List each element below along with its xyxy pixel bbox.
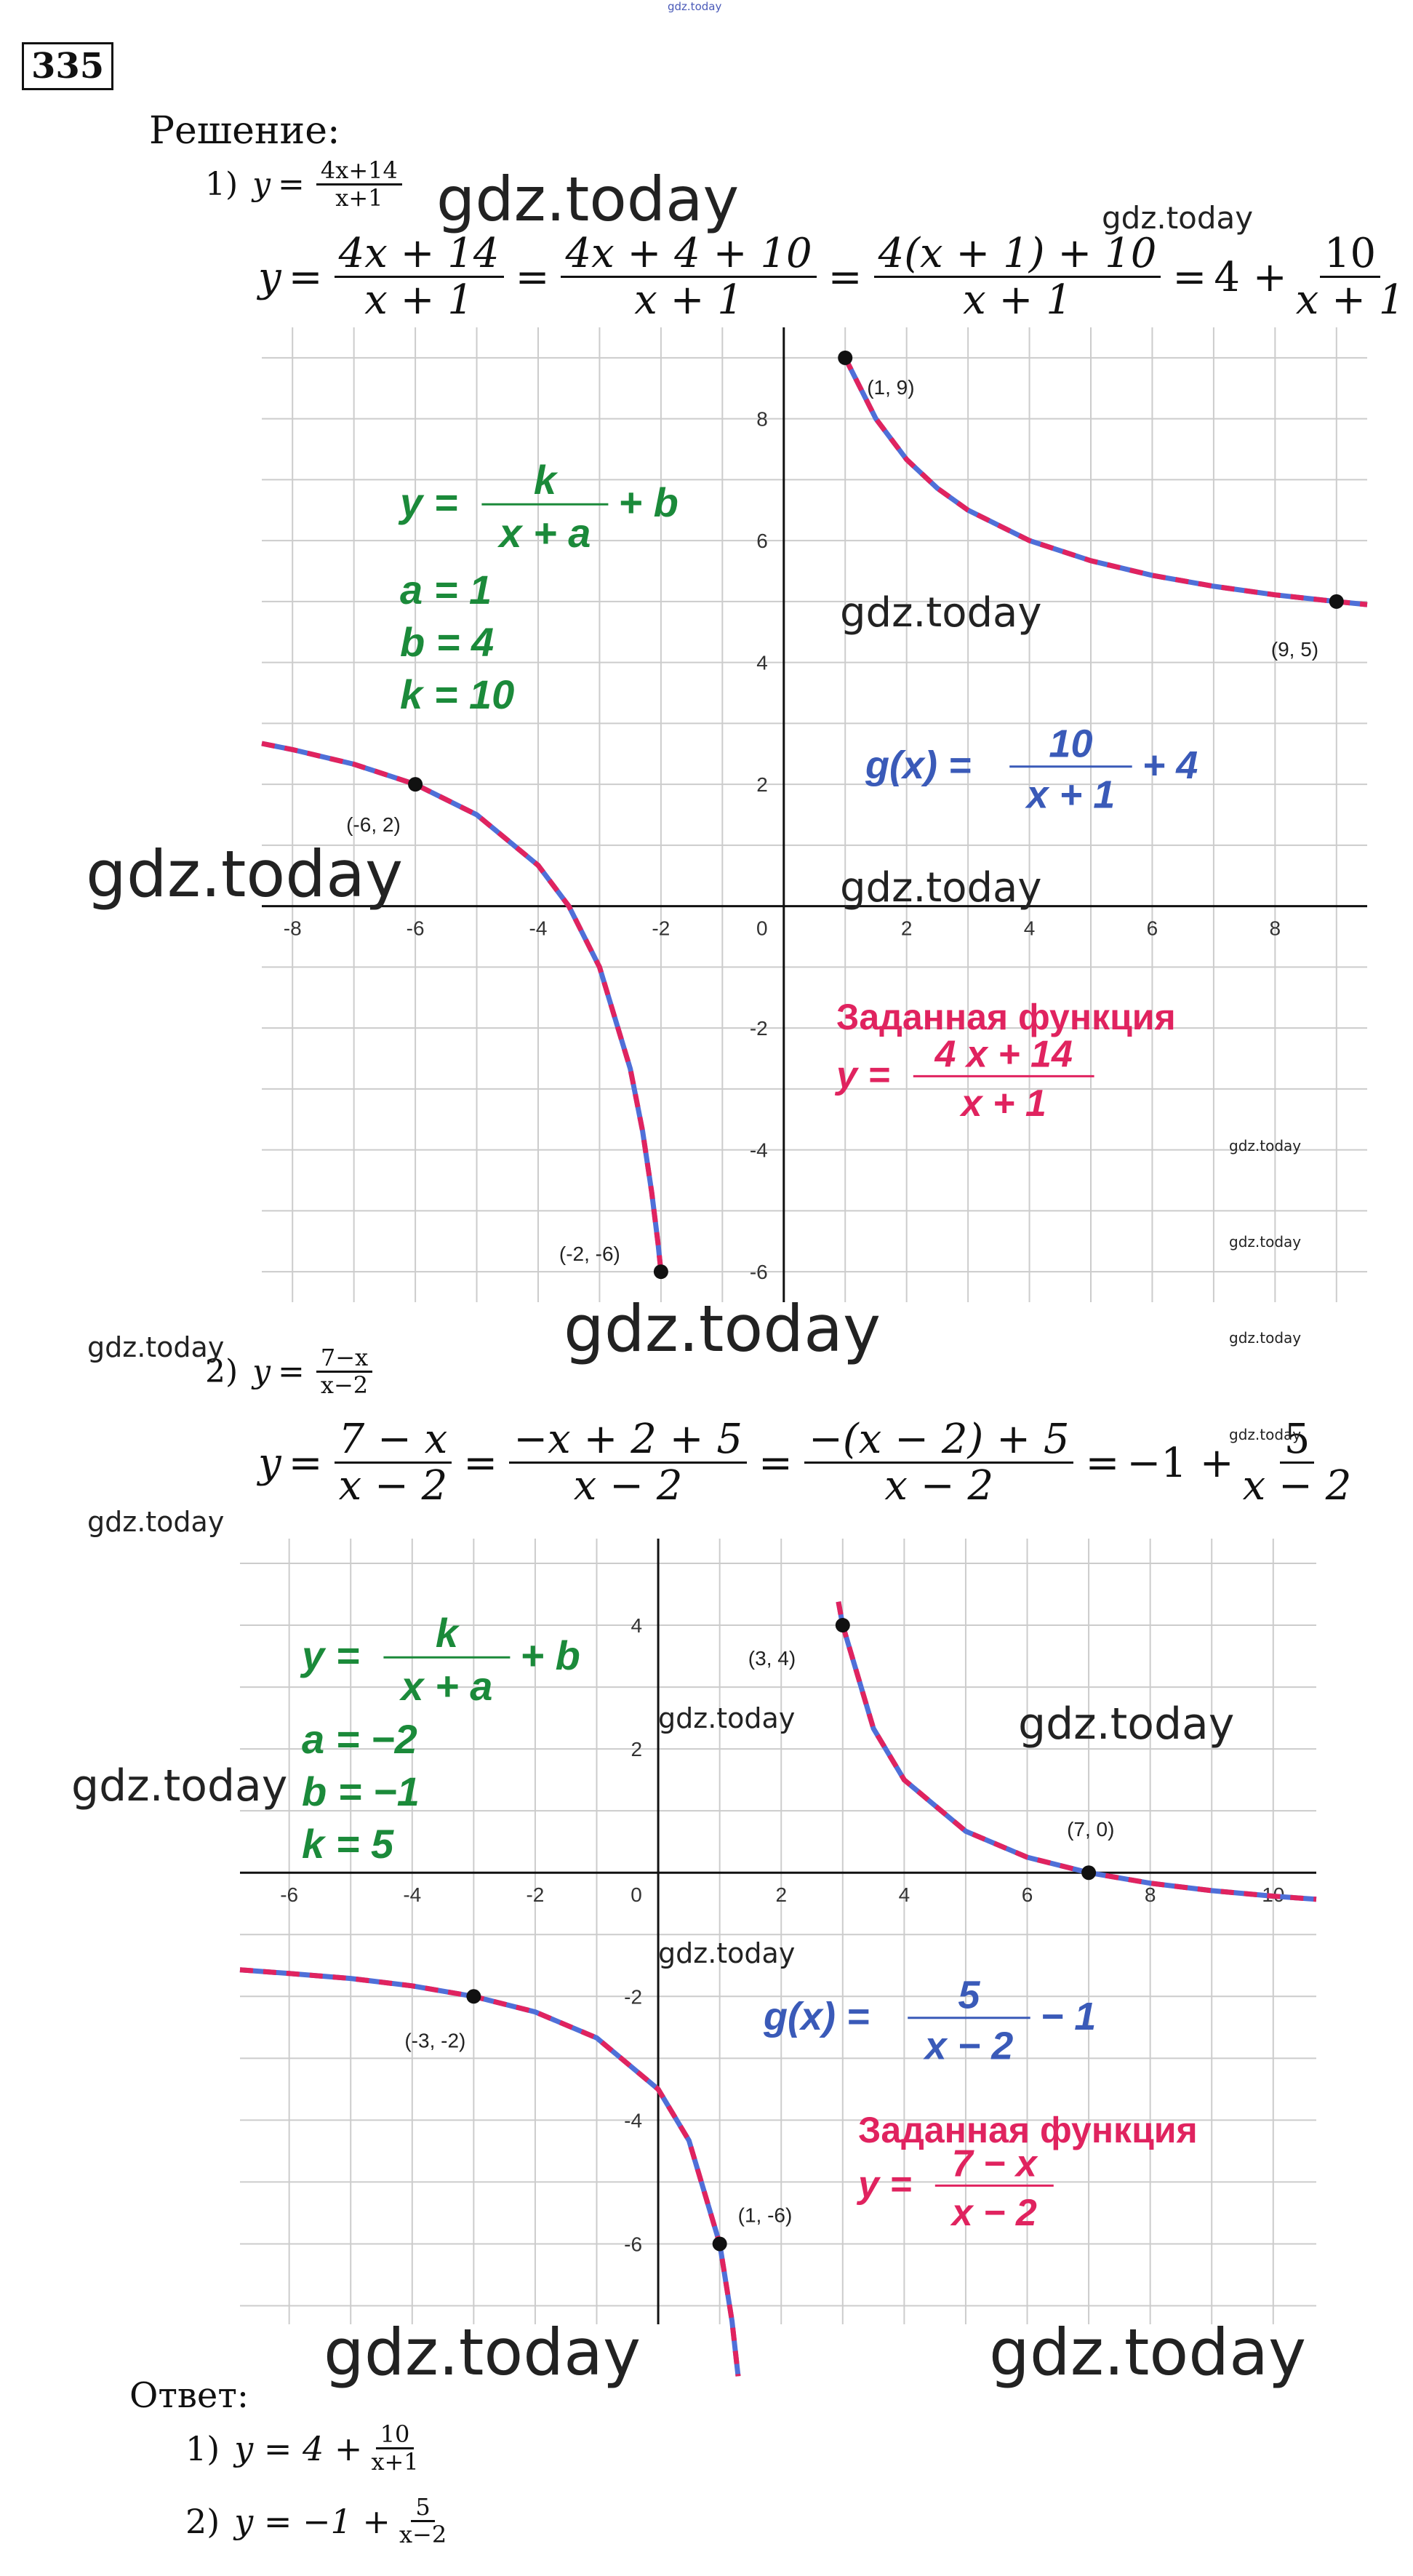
general-formula-num: k — [435, 1610, 458, 1656]
general-formula-tail: + b — [520, 1632, 580, 1678]
y-tick-label: 4 — [631, 1614, 643, 1638]
curve-branch-base — [262, 743, 661, 1272]
g-formula — [865, 722, 1198, 816]
param-label: b = −1 — [302, 1768, 420, 1814]
curve-branch-overlay — [262, 743, 661, 1272]
y-tick-label: 2 — [756, 773, 768, 797]
part2-step2-den: x − 2 — [573, 1462, 683, 1510]
data-point — [836, 1618, 850, 1632]
g-formula-den: x + 1 — [1026, 773, 1116, 817]
chart-1 — [262, 327, 1367, 1302]
y-tick-label: -6 — [624, 2233, 643, 2256]
general-formula-num: k — [533, 457, 556, 503]
param-label: k = 10 — [400, 671, 515, 717]
part1-given-den: x+1 — [335, 183, 383, 212]
part1-final-num: 10 — [1320, 233, 1380, 278]
x-tick-label: -6 — [280, 1883, 299, 1907]
part1-step2-den: x + 1 — [634, 276, 743, 324]
watermark: gdz.today — [989, 2315, 1307, 2390]
part2-step3-den: x − 2 — [884, 1462, 994, 1510]
part2-final-lead: −1 + — [1126, 1440, 1234, 1488]
part2-step1-den: x − 2 — [338, 1462, 448, 1510]
watermark: gdz.today — [1229, 1426, 1302, 1443]
given-formula-num: 4 x + 14 — [934, 1033, 1073, 1076]
solution-label: Решение: — [149, 109, 340, 153]
watermark: gdz.today — [1229, 1137, 1302, 1155]
part1-final-den: x + 1 — [1295, 276, 1405, 324]
y-tick-label: -6 — [749, 1261, 768, 1284]
answer-2-den: x−2 — [399, 2520, 447, 2548]
answer-1-num: 10 — [376, 2423, 415, 2449]
part1-step3-num: 4(x + 1) + 10 — [874, 233, 1161, 278]
x-tick-label: 0 — [756, 917, 768, 940]
given-formula-num: 7 − x — [951, 2142, 1037, 2185]
part2-final-den: x − 2 — [1242, 1462, 1352, 1510]
point-label: (1, 9) — [867, 375, 915, 399]
x-tick-label: 0 — [631, 1883, 642, 1907]
point-label: (3, 4) — [748, 1647, 796, 1670]
general-formula-tail: + b — [618, 479, 679, 525]
part2-given: 2) y = $\frac{7-x}{x-2}$ — [205, 1346, 377, 1398]
g-formula-den: x − 2 — [924, 2024, 1014, 2068]
part2-steps: y = $\frac{7 - x}{x - 2}$ = $\frac{-x + 2 + 5}{x - 2}$ = $\frac{-(x - 2) + 5}{x - 2}$ = −1 + $\frac{5}{x - 2}$ — [258, 1419, 1360, 1508]
answer-line-1 — [185, 2420, 428, 2476]
general-formula-lhs: y = — [302, 1632, 360, 1678]
part2-given-num: 7−x — [316, 1346, 372, 1373]
watermark: gdz.today — [87, 1506, 225, 1538]
top-watermark: gdz.today — [668, 0, 722, 13]
x-tick-label: -2 — [526, 1883, 545, 1907]
data-point — [838, 351, 852, 365]
part1-given: 1) y = $\frac{4x+14}{x+1}$ — [205, 159, 407, 211]
data-point — [654, 1264, 668, 1279]
data-point — [1081, 1865, 1096, 1880]
part1-final-lead: 4 + — [1214, 254, 1287, 302]
watermark: gdz.today — [658, 1702, 796, 1734]
part1-step1-den: x + 1 — [364, 276, 473, 324]
watermark: gdz.today — [840, 589, 1042, 637]
answer-2-num: 5 — [411, 2495, 434, 2522]
x-tick-label: -2 — [652, 917, 671, 940]
watermark: gdz.today — [324, 2315, 641, 2390]
given-formula — [856, 2142, 1054, 2234]
x-tick-label: 4 — [1023, 917, 1036, 940]
watermark: gdz.today — [1229, 1233, 1302, 1251]
g-formula-tail: − 1 — [1040, 1995, 1097, 2038]
curve-branch-overlay — [845, 358, 1367, 605]
part1-step2-num: 4x + 4 + 10 — [561, 233, 816, 278]
part1-given-num: 4x+14 — [316, 159, 402, 186]
curve-branch-base — [838, 1602, 1316, 1899]
given-function-title: Заданная функция — [836, 997, 1176, 1037]
data-point — [713, 2236, 727, 2251]
part1-label: 1) — [205, 166, 239, 204]
watermark: gdz.today — [1018, 1699, 1235, 1750]
y-tick-label: 4 — [756, 651, 768, 674]
x-tick-label: 2 — [900, 917, 913, 940]
given-formula-den: x − 2 — [951, 2192, 1037, 2234]
given-function-title: Заданная функция — [858, 2110, 1198, 2150]
general-formula-den: x + a — [401, 1663, 493, 1709]
point-label: (-3, -2) — [404, 2029, 466, 2052]
x-tick-label: 4 — [898, 1883, 910, 1907]
g-formula-num: 10 — [1049, 722, 1093, 766]
given-formula — [834, 1033, 1094, 1125]
data-point — [466, 1989, 481, 2003]
part1-step1-num: 4x + 14 — [335, 233, 504, 278]
watermark: gdz.today — [71, 1760, 288, 1811]
answer-1-den: x+1 — [371, 2447, 419, 2476]
x-tick-label: 2 — [775, 1883, 788, 1907]
x-tick-label: -4 — [403, 1883, 422, 1907]
x-tick-label: 6 — [1146, 917, 1158, 940]
watermark: gdz.today — [86, 837, 404, 912]
g-formula-lhs: g(x) = — [764, 1995, 870, 2038]
y-tick-label: 6 — [756, 530, 768, 553]
x-tick-label: 10 — [1262, 1883, 1285, 1907]
watermark: gdz.today — [1229, 1329, 1302, 1347]
answer-2-lead: y = −1 + — [234, 2501, 391, 2541]
g-formula-tail: + 4 — [1142, 743, 1198, 787]
g-formula-lhs: g(x) = — [865, 743, 972, 787]
point-label: (-6, 2) — [346, 813, 401, 837]
y-tick-label: 8 — [756, 407, 768, 431]
watermark: gdz.today — [1102, 200, 1254, 236]
x-tick-label: 8 — [1144, 1883, 1156, 1907]
g-formula — [763, 1973, 1096, 2067]
param-label: k = 5 — [302, 1821, 394, 1867]
watermark: gdz.today — [658, 1937, 796, 1969]
given-formula-den: x + 1 — [961, 1082, 1046, 1125]
answer-2-label: 2) — [185, 2501, 220, 2541]
x-tick-label: -4 — [529, 917, 548, 940]
point-label: (-2, -6) — [559, 1243, 620, 1266]
y-tick-label: -2 — [749, 1017, 768, 1040]
part2-given-den: x−2 — [320, 1371, 369, 1399]
part1-steps: y = $\frac{4x + 14}{x + 1}$ = $\frac{4x + 4 + 10}{x + 1}$ = $\frac{4(x + 1) + 10}{x + 1}$ = 4 + $\frac{10}{x + 1}$ — [258, 233, 1413, 322]
part2-label: 2) — [205, 1353, 239, 1391]
part2-step3-num: −(x − 2) + 5 — [804, 1419, 1074, 1464]
point-label: (7, 0) — [1067, 1818, 1115, 1841]
watermark: gdz.today — [87, 1331, 225, 1363]
y-tick-label: -4 — [749, 1139, 768, 1162]
given-formula-lhs: y = — [858, 2164, 912, 2206]
part2-step1-num: 7 − x — [335, 1419, 452, 1464]
answer-label: Ответ: — [129, 2375, 249, 2416]
part2-step2-num: −x + 2 + 5 — [509, 1419, 747, 1464]
g-formula-num: 5 — [958, 1973, 980, 2017]
watermark: gdz.today — [564, 1291, 881, 1366]
param-label: b = 4 — [400, 619, 495, 665]
given-formula-lhs: y = — [836, 1054, 890, 1096]
y-tick-label: -2 — [624, 1985, 643, 2009]
x-tick-label: 8 — [1269, 917, 1281, 940]
chart-2 — [240, 1539, 1316, 2324]
x-tick-label: 6 — [1021, 1883, 1033, 1907]
part1-step3-den: x + 1 — [963, 276, 1072, 324]
param-label: a = 1 — [400, 567, 492, 613]
point-label: (9, 5) — [1270, 637, 1319, 661]
y-tick-label: -4 — [624, 2109, 643, 2132]
general-formula-den: x + a — [499, 510, 591, 556]
data-point — [408, 777, 423, 791]
point-label: (1, -6) — [737, 2204, 793, 2227]
part2-final-num: 5 — [1280, 1419, 1315, 1464]
answer-1-lead: y = 4 + — [234, 2428, 363, 2468]
watermark: gdz.today — [436, 164, 740, 235]
general-formula-lhs: y = — [400, 479, 458, 525]
curve-branch-base — [845, 358, 1367, 605]
x-tick-label: -6 — [406, 917, 425, 940]
answer-1-label: 1) — [185, 2428, 220, 2468]
problem-number: 335 — [22, 42, 113, 90]
param-label: a = −2 — [302, 1716, 417, 1762]
y-tick-label: 2 — [631, 1738, 643, 1761]
watermark: gdz.today — [840, 864, 1042, 912]
answer-line-2 — [185, 2495, 455, 2548]
curve-branch-overlay — [838, 1602, 1316, 1899]
x-tick-label: -8 — [283, 917, 302, 940]
data-point — [1329, 594, 1344, 609]
